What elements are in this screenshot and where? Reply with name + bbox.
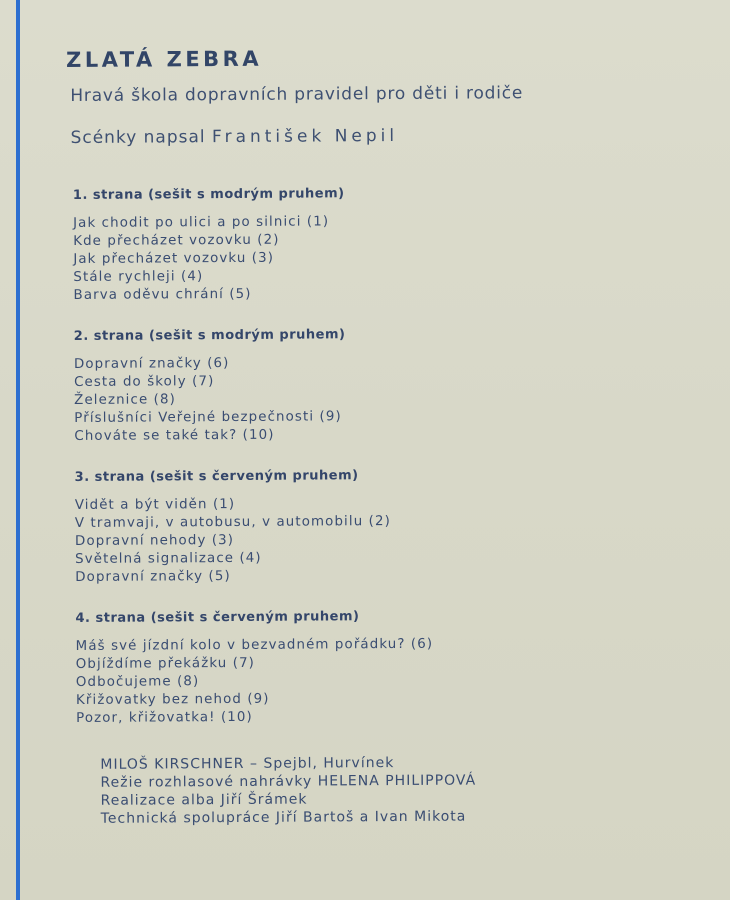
author-name: František Nepil	[211, 125, 399, 148]
album-subtitle: Hravá škola dopravních pravidel pro děti i rodiče	[70, 83, 524, 106]
track-item: Dopravní značky (6)	[73, 356, 230, 372]
track-item: Příslušníci Veřejné bezpečnosti (9)	[74, 409, 342, 426]
album-title: ZLATÁ ZEBRA	[66, 46, 263, 72]
side-2	[74, 325, 709, 446]
credits	[100, 752, 710, 828]
track-item: Železnice (8)	[74, 392, 176, 408]
blue-edge-line	[16, 0, 20, 900]
track-item: Stále rychleji (4)	[73, 269, 204, 285]
document-content	[66, 44, 711, 828]
track-item: Světelná signalizace (4)	[75, 550, 262, 567]
side-heading: 3. strana (sešit s červeným pruhem)	[74, 468, 359, 485]
track-item: Dopravní značky (5)	[75, 569, 231, 585]
track-item: Odbočujeme (8)	[75, 674, 200, 690]
side-4	[75, 607, 710, 728]
track-item: Jak přecházet vozovku (3)	[73, 250, 275, 267]
track-item: Barva oděvu chrání (5)	[73, 286, 252, 303]
track-item: Vidět a být viděn (1)	[74, 496, 236, 513]
author-prefix: Scénky napsal	[70, 127, 206, 148]
author-line	[70, 124, 706, 148]
side-3	[75, 466, 710, 587]
track-item: Křižovatky bez nehod (9)	[75, 691, 270, 708]
credit-line: MILOŠ KIRSCHNER – Spejbl, Hurvínek	[100, 755, 395, 773]
track-item: V tramvaji, v autobusu, v automobilu (2)	[74, 514, 391, 531]
credit-line: Realizace alba Jiří Šrámek	[100, 791, 308, 809]
track-item: Objíždíme překážku (7)	[75, 655, 256, 672]
track-item: Cesta do školy (7)	[73, 374, 215, 390]
track-item: Jak chodit po ulici a po silnici (1)	[73, 214, 330, 231]
track-item: Pozor, křižovatka! (10)	[76, 709, 253, 726]
side-1	[73, 184, 708, 305]
side-heading: 1. strana (sešit s modrým pruhem)	[72, 186, 345, 203]
track-item: Chováte se také tak? (10)	[74, 427, 275, 444]
side-heading: 2. strana (sešit s modrým pruhem)	[73, 327, 346, 344]
track-item: Dopravní nehody (3)	[74, 532, 235, 549]
track-item: Kde přecházet vozovku (2)	[73, 232, 280, 249]
credit-line: Technická spolupráce Jiří Bartoš a Ivan Mikota	[100, 808, 467, 827]
track-item: Máš své jízdní kolo v bezvadném pořádku? (6)	[75, 636, 434, 654]
credit-line: Režie rozhlasové nahrávky HELENA PHILIPPOVÁ	[100, 772, 477, 791]
side-heading: 4. strana (sešit s červeným pruhem)	[75, 609, 360, 626]
